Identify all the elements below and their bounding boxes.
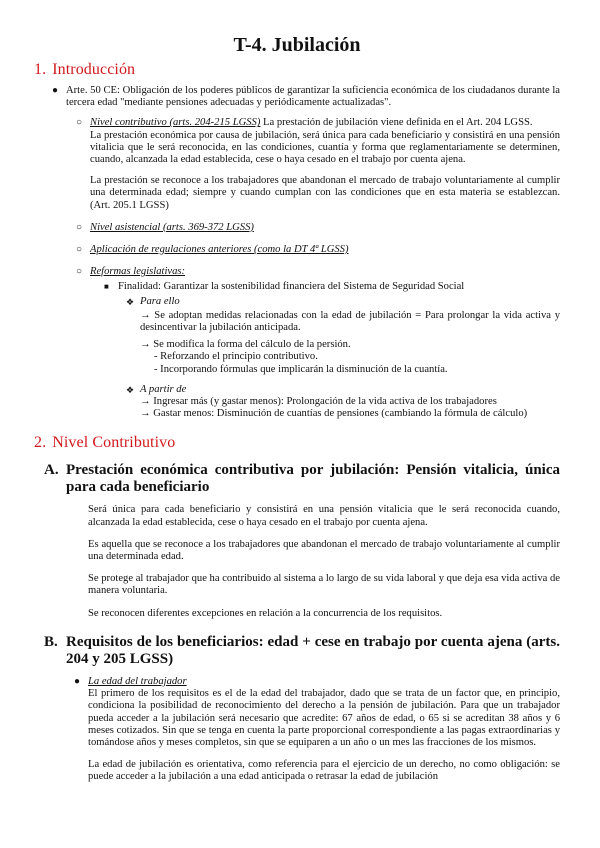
circle-bullet-icon: ○ [76,266,83,278]
dash-item: - Incorporando fórmulas que implicarán la disminución de la cuantía. [154,363,448,375]
arrow-item: → Se modifica la forma del cálculo de la persión. [140,339,351,351]
square-bullet-icon: ■ [104,282,109,292]
paragraph: Se protege al trabajador que ha contribuido al sistema a lo largo de su vida laboral y que deja esa vida activa de manera voluntaria. [88,573,560,597]
section-number: 2. [34,434,47,452]
subitem-heading: Nivel contributivo (arts. 204-215 LGSS) [90,117,261,129]
list-item [34,85,560,109]
section-title: Introducción [52,61,136,78]
section-heading-nivel-contributivo [34,434,560,452]
subsection-letter: B. [44,633,58,650]
subitem-nivel-asistencial [34,222,560,234]
page-title: T-4. Jubilación [233,34,361,56]
circle-bullet-icon: ○ [76,221,83,233]
diamond-bullet-icon: ❖ [126,296,135,307]
subitem-reformas [34,266,560,278]
subitem-aplicacion [34,244,560,256]
subsection-heading-b [34,634,560,668]
paragraph: La edad de jubilación es orientativa, como referencia para el ejercicio de un derecho, no como obligación: se puede acceder a la jubilación a una edad anticipada o retrasar la edad de jubilación [88,759,560,783]
section-heading-introduccion [34,61,560,79]
subitem-nivel-contributivo [34,117,560,211]
paragraph: La prestación económica por causa de jubilación, será única para cada beneficiario y consistirá en una pensión vitalicia que le será reconocida, en las condiciones, cuantía y forma que reglamentariamente se determinen, cuando, alcanzada la edad establecida, cese o haya cesado en el trabajo por cuenta ajena. [90,129,560,166]
list-item [34,296,560,308]
paragraph: Será única para cada beneficiario y consistirá en una pensión vitalicia que le será reconocida cuando, alcanzada la edad establecida, cese o haya cesado en el trabajo por cuenta ajena. [88,504,560,528]
arrow-item: → Se adoptan medidas relacionadas con la edad de jubilación = Para prolongar la vida activa y desincentivar la jubilación anticipada. [140,309,560,334]
list-item [34,676,560,688]
bullet-heading: La edad del trabajador [88,675,187,687]
paragraph: Es aquella que se reconoce a los trabajadores que abandonan el mercado de trabajo voluntariamente al cumplir una determinada edad. [88,538,560,563]
circle-bullet-icon: ○ [76,244,83,256]
subitem-heading-tail: La prestación de jubilación viene definida en el Art. 204 LGSS. [260,117,533,129]
subitem-heading: Aplicación de regulaciones anteriores (como la DT 4ª LGSS) [90,244,349,256]
section-title: Nivel Contributivo [52,434,176,452]
subsection-title: Requisitos de los beneficiarios: edad + cese en trabajo por cuenta ajena (arts. 204 y 205 LGSS) [66,633,560,667]
section-number: 1. [34,61,47,78]
arrow-item: → Ingresar más (y gastar menos): Prolongación de la vida activa de los trabajadores [140,396,497,408]
finalidad-text: Finalidad: Garantizar la sostenibilidad financiera del Sistema de Seguridad Social [118,281,465,293]
bullet-icon: ● [52,85,59,96]
bullet-icon: ● [74,675,81,687]
subsection-heading-a [34,462,560,496]
list-item [34,384,560,396]
paragraph: La prestación se reconoce a los trabajadores que abandonan el mercado de trabajo voluntariamente al cumplir una determinada edad; siempre y cuando cumplan con las condiciones que en esta materia se establezcan. (Art. 205.1 LGSS) [90,175,560,211]
paragraph: El primero de los requisitos es el de la edad del trabajador, dado que se trata de un factor que, en principio, condiciona la posibilidad de reconocimiento del derecho a la pensión de jubilación. Para que un trabajador pueda acceder a la jubilación será necesario que acredite: 67 años de edad, o 65 si se acreditan 38 años y 6 meses cotizados. Sin que se tenga en cuenta la parte proporcional correspondiente a las pagas extraordinarias y tomándose años y meses completos, sin que se equiparen a un año o un mes las fracciones de los mismos. [88,688,560,748]
diamond-bullet-icon: ❖ [126,384,135,395]
list-item [34,281,560,293]
subitem-heading: Reformas legislativas: [90,266,186,278]
circle-bullet-icon: ○ [76,117,83,129]
subitem-heading: Nivel asistencial (arts. 369-372 LGSS) [90,221,254,233]
arrow-item: → Gastar menos: Disminución de cuantías de pensiones (cambiando la fórmula de cálculo) [140,408,528,420]
para-ello-label: Para ello [140,295,180,307]
a-partir-label: A partir de [140,383,187,395]
paragraph: Se reconocen diferentes excepciones en relación a la concurrencia de los requisitos. [88,607,443,619]
subsection-title: Prestación económica contributiva por jubilación: Pensión vitalicia, única para cada beneficiario [66,462,560,496]
subsection-letter: A. [44,462,59,479]
bullet-text: Arte. 50 CE: Obligación de los poderes públicos de garantizar la suficiencia económica de los ciudadanos durante la tercera edad "mediante pensiones adecuadas y periódicamente actualizadas". [66,85,560,109]
dash-item: - Reforzando el principio contributivo. [154,351,318,363]
